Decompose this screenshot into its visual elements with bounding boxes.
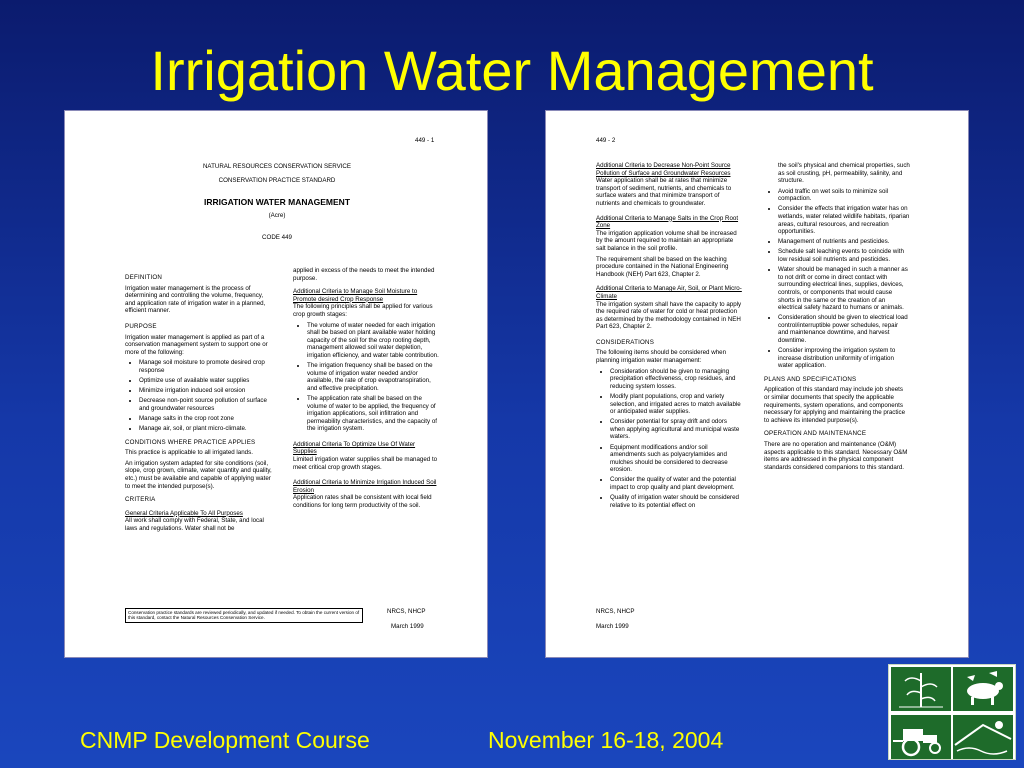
list-item: • Consider the quality of water and the potential impact to crop quality and plant development. xyxy=(610,476,742,491)
nonpoint-heading: Additional Criteria to Decrease Non-Point Source Pollution of Surface and Groundwater Resources xyxy=(596,162,731,177)
microclimate-text: The irrigation system shall have the capacity to apply the required rate of water for cold or heat protection as determined by the methodology contained in NEH Part 623, Chapter 2. xyxy=(596,300,742,331)
soil-moisture-text: The following principles shall be applied for various crop growth stages: xyxy=(293,303,433,318)
salts-text-2: The requirement shall be based on the leaching procedure contained in the National Engineering Handbook (NEH) Part 623, Chapter 2. xyxy=(596,255,729,278)
general-criteria-heading: General Criteria Applicable To All Purposes xyxy=(125,509,243,517)
list-item: • Consideration should be given to electrical load control/interruptible power schedules, repair and maintenance downtime, and harvest downtime. xyxy=(778,314,910,344)
considerations-list xyxy=(596,368,742,510)
list-item: • Equipment modifications and/or soil amendments such as polyacrylamides and mulches should be considered to decrease erosion. xyxy=(610,444,742,474)
list-item: • The volume of water needed for each irrigation shall be based on plant available water holding capacity of the soil for the crop rooting depth, management allowed soil water depletion, irrigation efficiency, and water table contribution. xyxy=(307,322,439,360)
footer-org: NRCS, NHCP xyxy=(596,608,635,615)
list-item: • Management of nutrients and pesticides. xyxy=(778,238,910,246)
list-item: • Modify plant populations, crop and variety selection, and irrigated acres to match available or anticipated water supplies. xyxy=(610,393,742,416)
conditions-text-1: This practice is applicable to all irrigated lands. xyxy=(125,449,253,457)
list-item: • Manage soil moisture to promote desired crop response xyxy=(139,359,273,374)
page-number: 449 - 2 xyxy=(596,137,616,144)
footer-date: March 1999 xyxy=(391,623,424,630)
criteria-heading: CRITERIA xyxy=(125,496,156,504)
list-item: • Decrease non-point source pollution of surface and groundwater resources xyxy=(139,397,273,412)
soil-moisture-heading: Additional Criteria to Manage Soil Moisture to Promote desired Crop Response xyxy=(293,288,418,303)
course-name: CNMP Development Course xyxy=(80,727,370,753)
nrcs-logo xyxy=(888,664,1016,760)
list-item: • Avoid traffic on wet soils to minimize soil compaction. xyxy=(778,188,910,203)
soil-moisture-list xyxy=(293,322,439,433)
right-column xyxy=(293,267,439,513)
purpose-text: Irrigation water management is applied as part of a conservation management system to support one or more of the following: xyxy=(125,333,268,356)
slide-title: Irrigation Water Management xyxy=(150,39,874,102)
plans-heading: PLANS AND SPECIFICATIONS xyxy=(764,375,857,383)
operation-heading: OPERATION AND MAINTENANCE xyxy=(764,430,867,438)
erosion-text: Application rates shall be consistent with local field conditions for long term productivity of the soil. xyxy=(293,494,432,510)
list-item: • Minimize irrigation induced soil erosion xyxy=(139,387,273,395)
conditions-heading: CONDITIONS WHERE PRACTICE APPLIES xyxy=(125,438,256,446)
list-item: • Manage salts in the crop root zone xyxy=(139,415,273,423)
definition-heading: DEFINITION xyxy=(125,274,163,281)
document-page-2 xyxy=(545,110,969,658)
definition-text: Irrigation water management is the process of determining and controlling the volume, frequency, and application rate of irrigation water in a planned, efficient manner. xyxy=(125,284,266,315)
microclimate-heading: Additional Criteria to Manage Air, Soil, or Plant Micro-Climate xyxy=(596,285,742,300)
optimize-water-heading: Additional Criteria To Optimize Use Of Water Supplies xyxy=(293,440,416,456)
salts-heading: Additional Criteria to Manage Salts in the Crop Root Zone xyxy=(596,214,739,230)
continued-text: applied in excess of the needs to meet the intended purpose. xyxy=(293,267,435,282)
general-criteria-text: All work shall comply with Federal, State, and local laws and regulations. Water shall not be xyxy=(125,517,264,532)
purpose-heading: PURPOSE xyxy=(125,322,157,330)
list-item: • Consideration should be given to managing precipitation effectiveness, crop residues, and reducing system losses. xyxy=(610,368,742,391)
conditions-text-2: An irrigation system adapted for site conditions (soil, slope, crop grown, climate, water quantity and quality, etc.) must be available and capable of applying water to meet the intended purpose(s). xyxy=(125,459,272,490)
right-column xyxy=(764,162,910,474)
list-item: • Manage air, soil, or plant micro-climate. xyxy=(139,425,273,433)
tractor-icon xyxy=(891,715,951,759)
considerations-list-continued xyxy=(764,188,910,370)
practice-code: CODE 449 xyxy=(262,234,292,241)
plans-text: Application of this standard may include job sheets or similar documents that specify the applicable requirements, system operations, and components necessary for applying and maintaining the practice to achieve its intended purpose(s). xyxy=(764,386,906,424)
list-item: • The application rate shall be based on the volume of water to be applied, the frequency of irrigation applications, soil infiltration and permeability characteristics, and the capacity of the irrigation system. xyxy=(307,395,439,433)
list-item: • Consider the effects that irrigation water has on wetlands, water related wildlife habitats, riparian areas, cultural resources, and recreation opportunities. xyxy=(778,205,910,235)
agency-name: NATURAL RESOURCES CONSERVATION SERVICE xyxy=(202,163,352,170)
continued-text: the soil's physical and chemical properties, such as soil crusting, pH, permeability, salinity, and structure. xyxy=(778,162,910,185)
optimize-water-text: Limited irrigation water supplies shall be managed to meet critical crop growth stages. xyxy=(293,456,438,471)
left-column xyxy=(596,162,742,512)
salts-text-1: The irrigation application volume shall be increased by the amount required to maintain an appropriate salt balance in the soil profile. xyxy=(596,229,737,252)
list-item: • Schedule salt leaching events to coincide with low residual soil nutrients and pesticides. xyxy=(778,248,910,263)
list-item: • Consider potential for spray drift and odors when applying agricultural and municipal waste waters. xyxy=(610,418,742,441)
considerations-text: The following items should be considered when planning irrigation water management: xyxy=(596,349,727,365)
operation-text: There are no operation and maintenance (O&M) aspects applicable to this standard. Necessary O&M items are addressed in the physical component standards considered companions to this standard. xyxy=(764,441,908,471)
document-page-1 xyxy=(64,110,488,658)
list-item: • Consider improving the irrigation system to increase distribution uniformity of irrigation water application. xyxy=(778,347,910,370)
notice-box: Conservation practice standards are reviewed periodically, and updated if needed. To obtain the current version of this standard, contact the Natural Resources Conservation Service. xyxy=(125,608,363,623)
list-item: • Optimize use of available water supplies xyxy=(139,377,273,385)
course-date: November 16-18, 2004 xyxy=(488,727,724,753)
considerations-heading: CONSIDERATIONS xyxy=(596,338,655,346)
footer-date: March 1999 xyxy=(596,623,629,630)
nonpoint-text: Water application shall be at rates that minimize transport of sediment, nutrients, and chemicals to surface waters and that minimize transport of nutrients and chemicals to groundwater. xyxy=(596,177,732,207)
list-item: • Water should be managed in such a manner as to not drift or come in direct contact with surrounding electrical lines, supplies, devices, controls, or components that would cause shorts in the same or the creation of an electrical safety hazard to humans or animals. xyxy=(778,266,910,312)
page-number: 449 - 1 xyxy=(415,137,435,144)
erosion-heading: Additional Criteria to Minimize Irrigation Induced Soil Erosion xyxy=(293,479,437,494)
document-title: IRRIGATION WATER MANAGEMENT xyxy=(203,197,351,207)
left-column xyxy=(125,274,273,536)
corn-icon xyxy=(891,667,951,711)
cow-icon xyxy=(953,667,1013,711)
list-item: • The irrigation frequency shall be based on the volume of irrigation water needed and/or available, the rate of crop evapotranspiration, and effective precipitation. xyxy=(307,362,439,392)
list-item: • Quality of irrigation water should be considered relative to its potential effect on xyxy=(610,494,742,509)
purpose-list xyxy=(125,359,273,432)
unit-label: (Acre) xyxy=(268,212,286,219)
standard-subtitle: CONSERVATION PRACTICE STANDARD xyxy=(218,177,336,184)
landscape-icon xyxy=(953,715,1013,759)
footer-org: NRCS, NHCP xyxy=(387,608,426,615)
